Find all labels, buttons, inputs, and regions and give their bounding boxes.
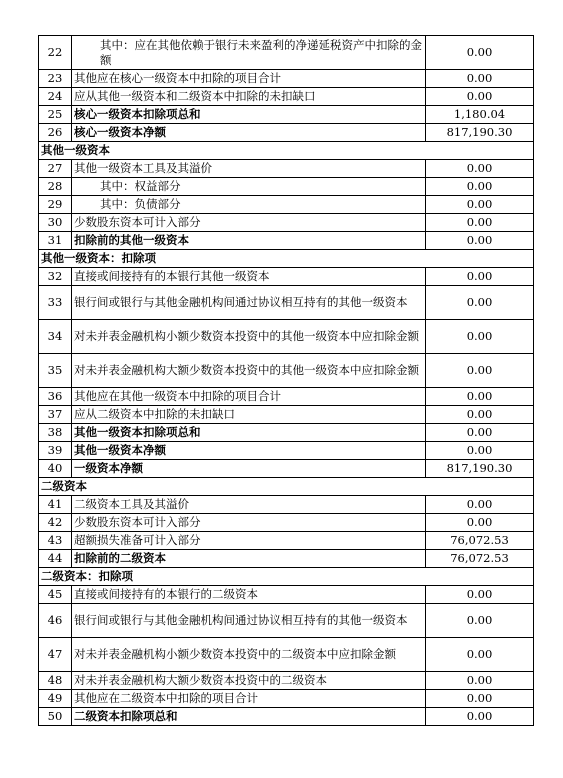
table-row [39,286,534,320]
row-number: 44 [39,550,72,568]
row-item-label: 扣除前的二级资本 [72,550,426,568]
section-title: 其他一级资本 [39,142,534,160]
table-row [39,424,534,442]
row-item-label: 其中：权益部分 [72,178,426,196]
table-row [39,604,534,638]
row-item-label: 二级资本扣除项总和 [72,708,426,726]
row-item-label: 银行间或银行与其他金融机构间通过协议相互持有的其他一级资本 [72,286,426,320]
row-number: 45 [39,586,72,604]
row-number: 30 [39,214,72,232]
row-number: 22 [39,36,72,70]
row-value: 0.00 [426,196,534,214]
row-item-label: 直接或间接持有的本银行其他一级资本 [72,268,426,286]
row-number: 39 [39,442,72,460]
row-item-label: 其中：应在其他依赖于银行未来盈利的净递延税资产中扣除的金额 [72,36,426,70]
row-value: 0.00 [426,286,534,320]
row-number: 38 [39,424,72,442]
table-row [39,214,534,232]
row-value: 0.00 [426,214,534,232]
table-row [39,88,534,106]
row-item-label: 少数股东资本可计入部分 [72,514,426,532]
row-value: 0.00 [426,354,534,388]
row-item-label: 其他应在核心一级资本中扣除的项目合计 [72,70,426,88]
row-item-label: 对未并表金融机构小额少数资本投资中的二级资本中应扣除金额 [72,638,426,672]
row-value: 1,180.04 [426,106,534,124]
row-value: 0.00 [426,406,534,424]
row-number: 43 [39,532,72,550]
table-row [39,196,534,214]
row-number: 32 [39,268,72,286]
row-number: 50 [39,708,72,726]
table-row [39,586,534,604]
row-number: 35 [39,354,72,388]
row-value: 0.00 [426,496,534,514]
row-value: 0.00 [426,690,534,708]
section-header-row [39,250,534,268]
row-value: 0.00 [426,268,534,286]
row-item-label: 银行间或银行与其他金融机构间通过协议相互持有的其他一级资本 [72,604,426,638]
row-number: 25 [39,106,72,124]
table-row [39,124,534,142]
table-row [39,442,534,460]
section-title: 二级资本 [39,478,534,496]
row-item-label: 对未并表金融机构小额少数资本投资中的其他一级资本中应扣除金额 [72,320,426,354]
section-header-row [39,568,534,586]
row-item-label: 核心一级资本扣除项总和 [72,106,426,124]
row-number: 37 [39,406,72,424]
row-item-label: 应从二级资本中扣除的未扣缺口 [72,406,426,424]
row-item-label: 对未并表金融机构大额少数资本投资中的其他一级资本中应扣除金额 [72,354,426,388]
row-item-label: 二级资本工具及其溢价 [72,496,426,514]
row-value: 76,072.53 [426,550,534,568]
row-item-label: 其他应在二级资本中扣除的项目合计 [72,690,426,708]
row-item-label: 超额损失准备可计入部分 [72,532,426,550]
row-value: 0.00 [426,178,534,196]
row-item-label: 直接或间接持有的本银行的二级资本 [72,586,426,604]
section-title: 二级资本：扣除项 [39,568,534,586]
table-row [39,320,534,354]
capital-composition-table [38,35,534,726]
row-number: 26 [39,124,72,142]
table-row [39,354,534,388]
table-body [39,36,534,726]
row-item-label: 其他一级资本净额 [72,442,426,460]
row-number: 29 [39,196,72,214]
table-row [39,514,534,532]
row-value: 0.00 [426,586,534,604]
table-row [39,460,534,478]
row-item-label: 其中：负债部分 [72,196,426,214]
row-value: 0.00 [426,232,534,250]
table-row [39,672,534,690]
table-row [39,106,534,124]
row-value: 0.00 [426,424,534,442]
row-value: 817,190.30 [426,460,534,478]
row-item-label: 核心一级资本净额 [72,124,426,142]
table-row [39,406,534,424]
section-header-row [39,142,534,160]
row-value: 817,190.30 [426,124,534,142]
row-number: 47 [39,638,72,672]
row-value: 0.00 [426,442,534,460]
section-title: 其他一级资本：扣除项 [39,250,534,268]
row-value: 0.00 [426,672,534,690]
row-number: 46 [39,604,72,638]
row-item-label: 对未并表金融机构大额少数资本投资中的二级资本 [72,672,426,690]
row-item-label: 其他应在其他一级资本中扣除的项目合计 [72,388,426,406]
row-value: 0.00 [426,604,534,638]
row-number: 28 [39,178,72,196]
row-value: 0.00 [426,708,534,726]
row-number: 41 [39,496,72,514]
row-value: 0.00 [426,638,534,672]
row-value: 0.00 [426,320,534,354]
row-number: 34 [39,320,72,354]
row-number: 31 [39,232,72,250]
table-row [39,36,534,70]
row-number: 27 [39,160,72,178]
table-row [39,708,534,726]
row-item-label: 其他一级资本扣除项总和 [72,424,426,442]
table-row [39,160,534,178]
table-row [39,532,534,550]
row-item-label: 应从其他一级资本和二级资本中扣除的未扣缺口 [72,88,426,106]
row-number: 48 [39,672,72,690]
row-number: 33 [39,286,72,320]
row-number: 49 [39,690,72,708]
table-row [39,268,534,286]
row-value: 0.00 [426,88,534,106]
row-number: 36 [39,388,72,406]
table-row [39,638,534,672]
table-row [39,550,534,568]
table-row [39,388,534,406]
row-value: 0.00 [426,36,534,70]
section-header-row [39,478,534,496]
row-value: 0.00 [426,160,534,178]
table-row [39,178,534,196]
row-value: 0.00 [426,388,534,406]
table-row [39,496,534,514]
table-row [39,232,534,250]
row-number: 40 [39,460,72,478]
row-number: 42 [39,514,72,532]
row-item-label: 扣除前的其他一级资本 [72,232,426,250]
row-number: 24 [39,88,72,106]
row-item-label: 少数股东资本可计入部分 [72,214,426,232]
table-row [39,690,534,708]
table-row [39,70,534,88]
row-item-label: 一级资本净额 [72,460,426,478]
row-value: 76,072.53 [426,532,534,550]
row-value: 0.00 [426,70,534,88]
row-item-label: 其他一级资本工具及其溢价 [72,160,426,178]
row-value: 0.00 [426,514,534,532]
row-number: 23 [39,70,72,88]
